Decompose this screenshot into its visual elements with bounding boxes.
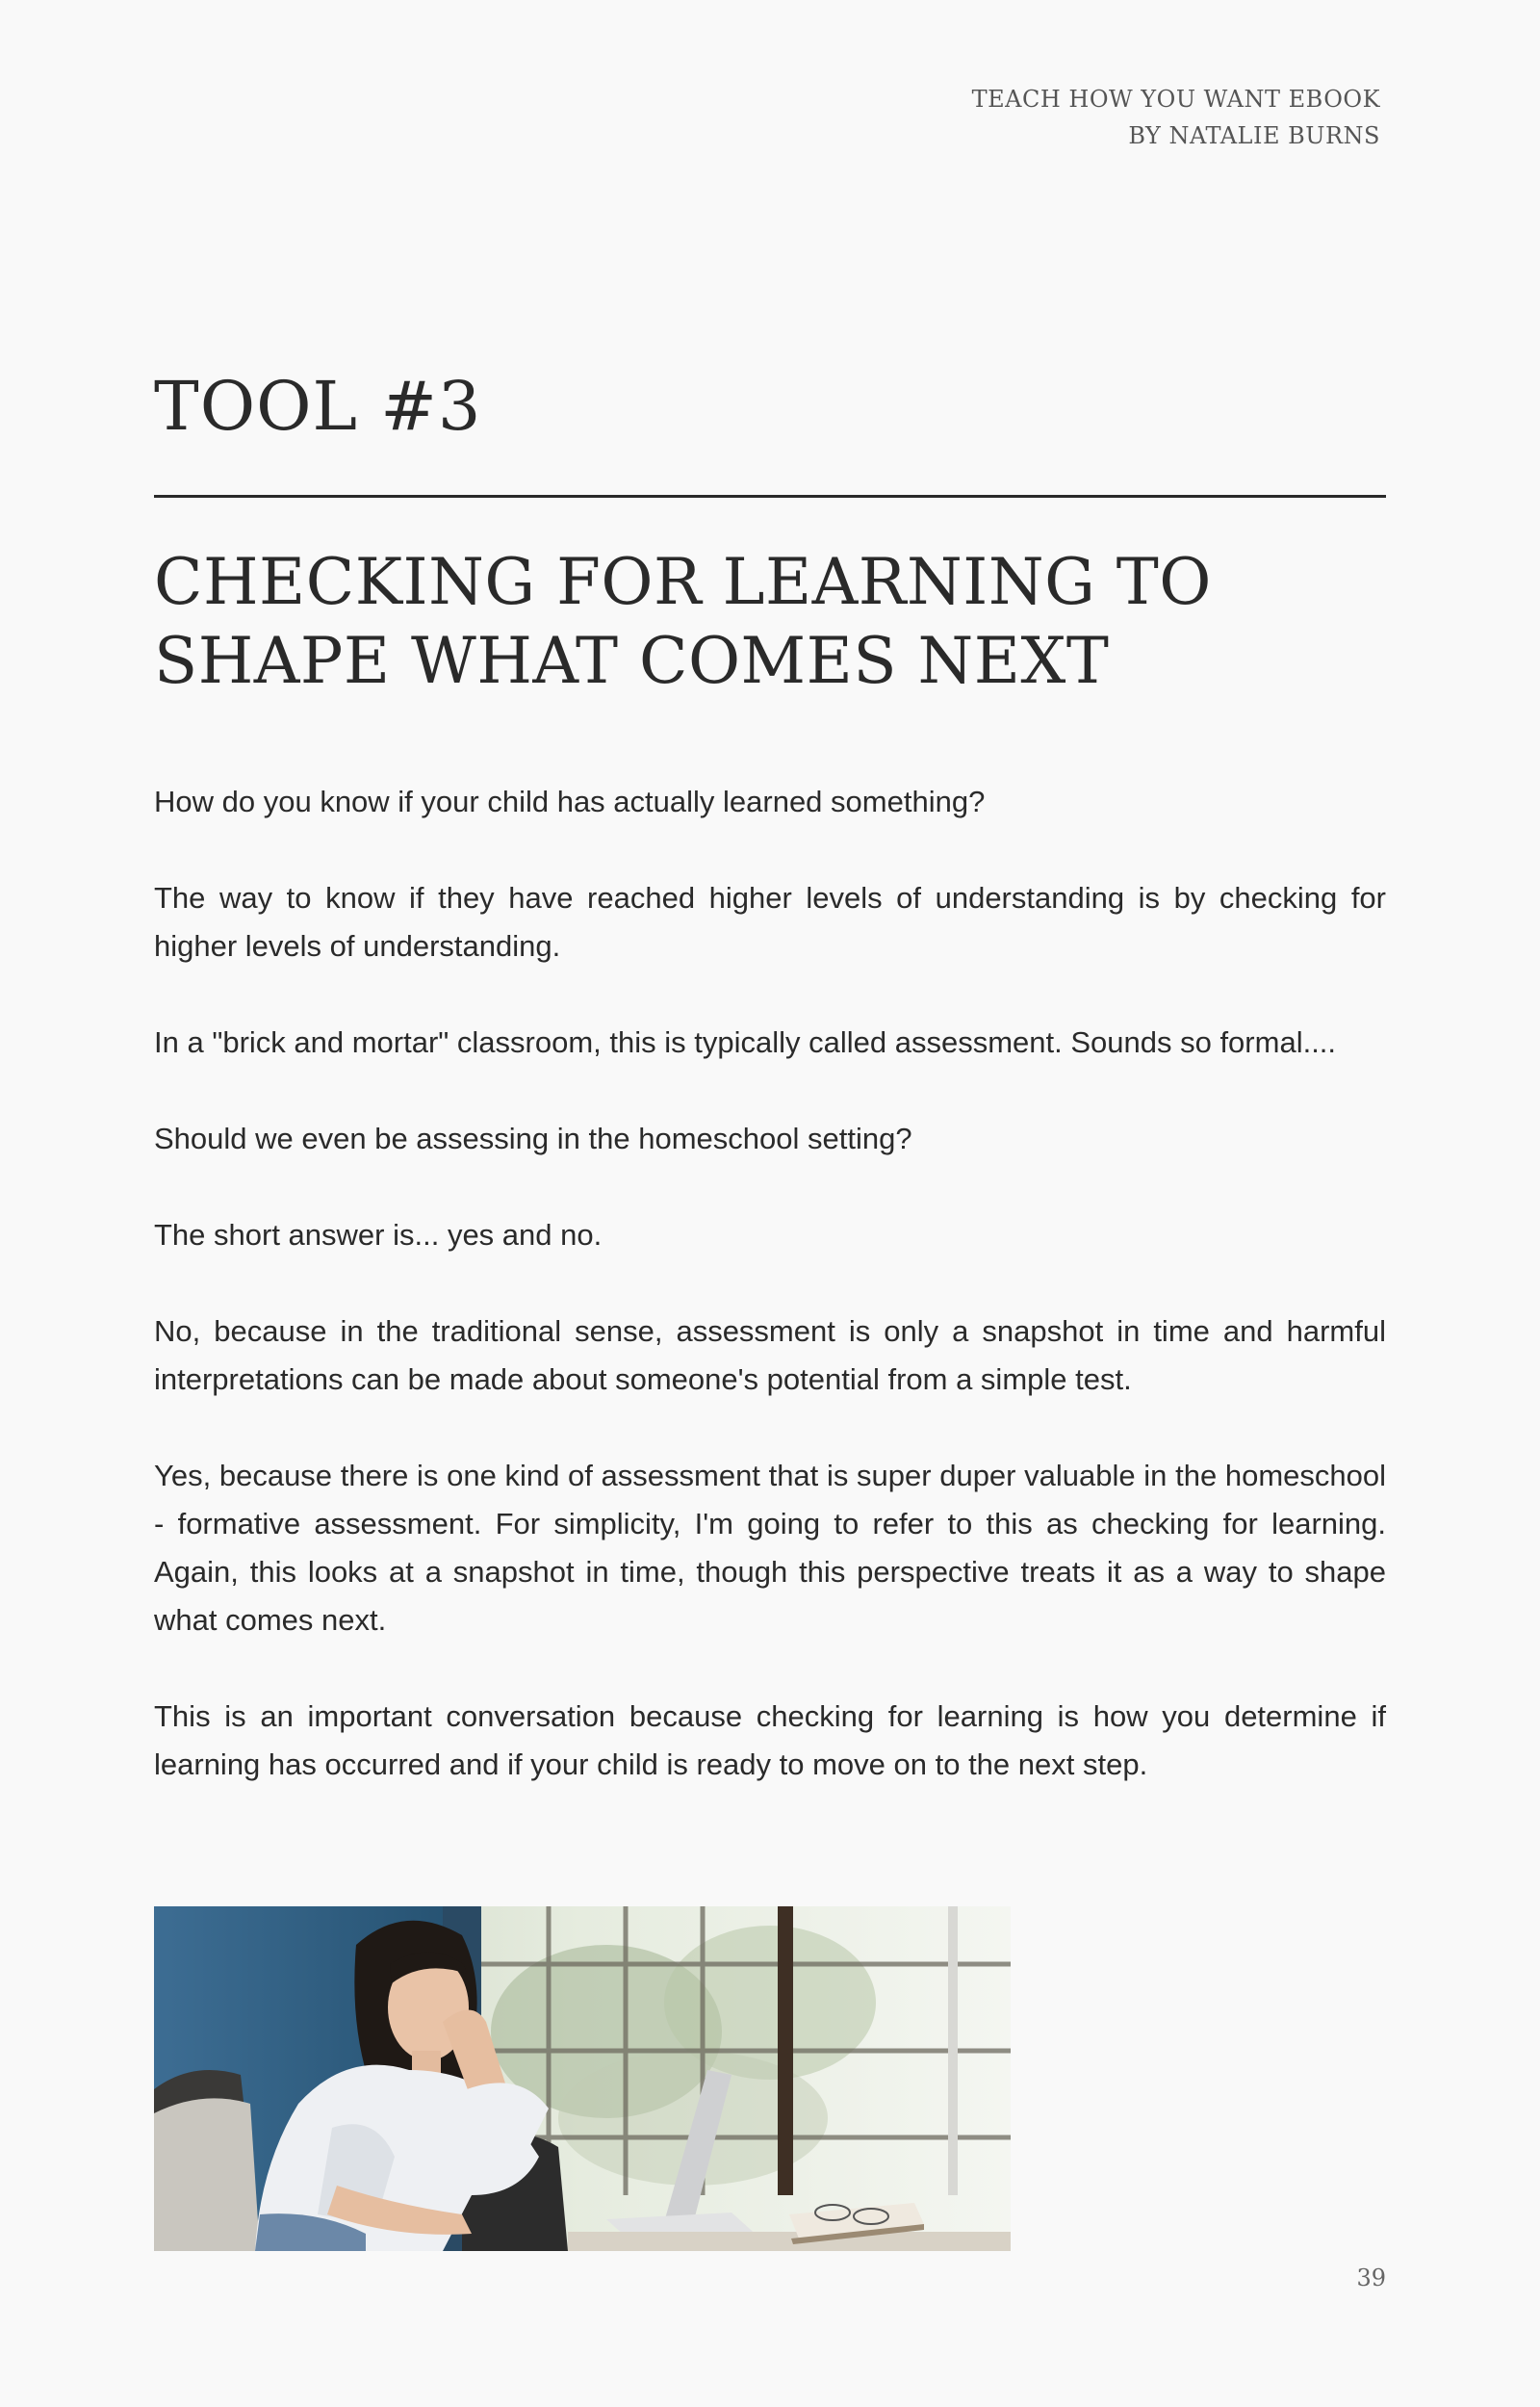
body-text	[154, 778, 1386, 1837]
paragraph: This is an important conversation because checking for learning is how you determine if learning has occurred and if your child is ready to move on to the next step.	[154, 1699, 1386, 1781]
paragraph: The short answer is... yes and no.	[154, 1218, 603, 1252]
title-divider	[154, 495, 1386, 498]
paragraph: The way to know if they have reached higher levels of understanding is by checking for higher levels of understanding.	[154, 881, 1386, 963]
paragraph: Yes, because there is one kind of assessment that is super duper valuable in the homeschool - formative assessment. For simplicity, I'm going to refer to this as checking for learning. Again, this looks at a snapshot in time, though this perspective treats it as a way to shape what comes next.	[154, 1459, 1386, 1637]
woman-laptop-photo	[154, 1906, 1011, 2251]
book-title: TEACH HOW YOU WANT EBOOK	[971, 86, 1380, 113]
running-header	[972, 81, 1380, 154]
tool-label: TOOL #3	[154, 367, 482, 446]
paragraph: No, because in the traditional sense, assessment is only a snapshot in time and harmful interpretations can be made about someone's potential from a simple test.	[154, 1314, 1386, 1396]
paragraph: Should we even be assessing in the homeschool setting?	[154, 1122, 912, 1155]
book-author: BY NATALIE BURNS	[1128, 122, 1380, 149]
chapter-title: CHECKING FOR LEARNING TO SHAPE WHAT COMES NEXT	[154, 545, 1212, 698]
paragraph: How do you know if your child has actually learned something?	[154, 785, 986, 818]
page-number: 39	[1356, 2265, 1386, 2291]
paragraph: In a "brick and mortar" classroom, this is typically called assessment. Sounds so formal....	[154, 1025, 1337, 1059]
